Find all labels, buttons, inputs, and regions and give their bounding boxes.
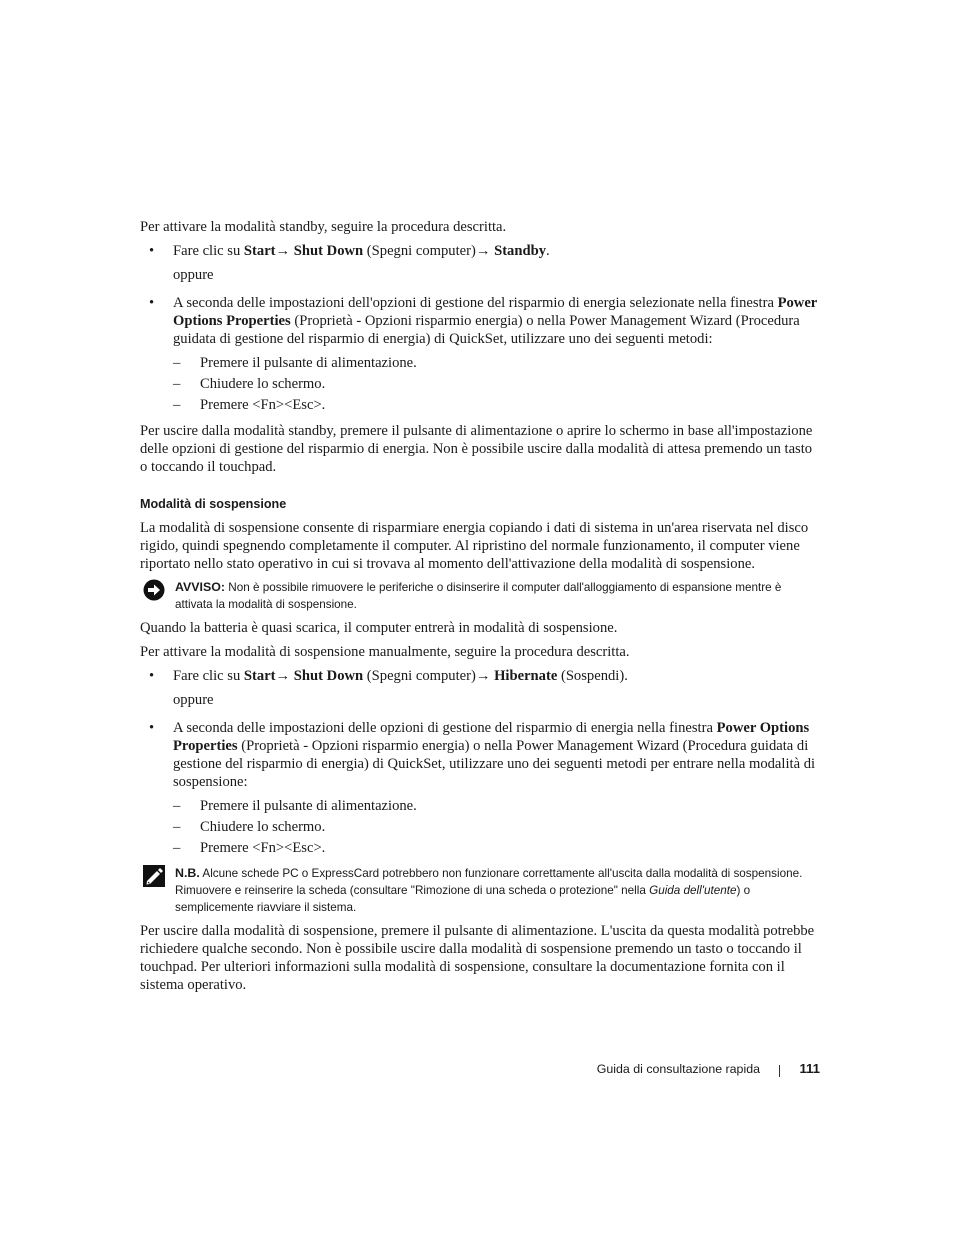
- hibernate-oppure: oppure: [173, 692, 214, 708]
- hibernate-method-1: – Premere il pulsante di alimentazione.: [173, 798, 417, 814]
- notice-box: AVVISO: Non è possibile rimuovere le periferiche o disinserire il computer dall'alloggiamento di espansione mentre è attivata la modalità di sospensione.: [140, 579, 820, 613]
- hibernate-manual: Per attivare la modalità di sospensione manualmente, seguire la procedura descritta.: [140, 644, 630, 660]
- note-box: N.B. Alcune schede PC o ExpressCard potrebbero non funzionare correttamente all'uscita dalla modalità di sospensione. Rimuovere e reinserire la scheda (consultare "Rimozione di una scheda o protezione" nella Guida dell'utente) o semplicemente riavviare il sistema.: [140, 865, 820, 916]
- page-content: [140, 218, 820, 1000]
- standby-intro: Per attivare la modalità standby, seguire la procedura descritta.: [140, 219, 507, 235]
- standby-oppure: oppure: [173, 267, 214, 283]
- hibernate-intro: La modalità di sospensione consente di risparmiare energia copiando i dati di sistema in un'area riservata nel disco rigido, quindi spegnendo completamente il computer. Al ripristino del normale funzionamento, il computer viene riportato nello stato operativo in cui si trovava al momento dell'attivazione della modalità di sospensione.: [140, 520, 809, 572]
- bullet-mark: •: [149, 243, 155, 259]
- standby-method-3: – Premere <Fn><Esc>.: [173, 397, 326, 413]
- note-pencil-icon: [143, 865, 165, 887]
- standby-exit: Per uscire dalla modalità standby, premere il pulsante di alimentazione o aprire lo schermo in base all'impostazione delle opzioni di gestione del risparmio di energia. Non è possibile uscire dalla modalità di attesa premendo un tasto o toccando il touchpad.: [140, 423, 813, 475]
- hibernate-battery: Quando la batteria è quasi scarica, il computer entrerà in modalità di sospensione.: [140, 620, 618, 636]
- hibernate-bullet-1: • Fare clic su Start→ Shut Down (Spegni computer)→ Hibernate (Sospendi).: [149, 668, 628, 684]
- hibernate-exit: Per uscire dalla modalità di sospensione, premere il pulsante di alimentazione. L'uscita da questa modalità potrebbe richiedere qualche secondo. Non è possibile uscire dalla modalità di sospensione premendo un tasto o toccando il touchpad. Per ulteriori informazioni sulla modalità di sospensione, consultare la documentazione fornita con il sistema operativo.: [140, 923, 815, 993]
- footer-separator: [779, 1065, 780, 1077]
- hibernate-heading: Modalità di sospensione: [140, 497, 287, 511]
- page-number: 111: [799, 1061, 820, 1076]
- standby-method-1: – Premere il pulsante di alimentazione.: [173, 355, 417, 371]
- hibernate-method-2: – Chiudere lo schermo.: [173, 819, 326, 835]
- standby-bullet-1: • Fare clic su Start→ Shut Down (Spegni computer)→ Standby.: [149, 243, 550, 259]
- bullet-mark: •: [149, 295, 155, 311]
- hibernate-method-3: – Premere <Fn><Esc>.: [173, 840, 326, 856]
- page-footer: [500, 1061, 820, 1079]
- bullet-mark: •: [149, 668, 155, 684]
- standby-method-2: – Chiudere lo schermo.: [173, 376, 326, 392]
- notice-arrow-icon: [143, 579, 165, 601]
- footer-title: Guida di consultazione rapida: [596, 1062, 760, 1076]
- bullet-mark: •: [149, 720, 155, 736]
- standby-bullet-2: • A seconda delle impostazioni dell'opzioni di gestione del risparmio di energia selezionate nella finestra Power Options Properties (Proprietà - Opzioni risparmio energia) o nella Power Management Wizard (Procedura guidata di gestione del risparmio di energia) di QuickSet, utilizzare uno dei seguenti metodi:: [149, 295, 818, 347]
- hibernate-bullet-2: • A seconda delle impostazioni delle opzioni di gestione del risparmio di energia nella finestra Power Options Properties (Proprietà - Opzioni risparmio energia) o nella Power Management Wizard (Procedura guidata di gestione del risparmio di energia) di QuickSet, utilizzare uno dei seguenti metodi per entrare nella modalità di sospensione:: [149, 720, 816, 790]
